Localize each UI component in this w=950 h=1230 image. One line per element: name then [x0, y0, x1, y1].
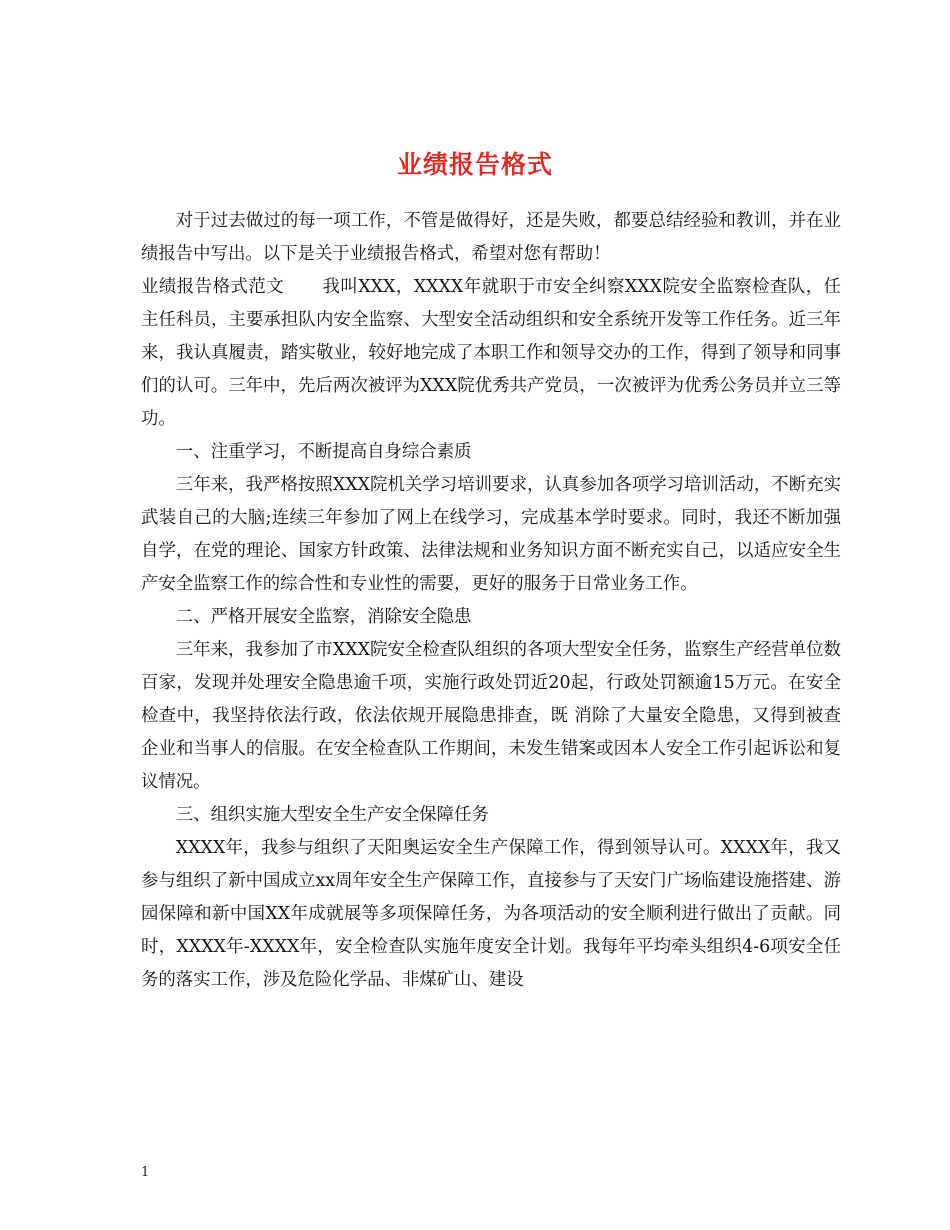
sample-text: 我叫XXX，XXXX年就职于市安全纠察XXX院安全监察检查队，任主任科员，主要承担队内安全监察、大型安全活动组织和安全系统开发等工作任务。近三年来，我认真履责，踏实敬业，较好地完成了本职工作和领导交办的工作，得到了领导和同事们的认可。三年中，先后两次被评为XXX院优秀共产党员，一次被评为优秀公务员并立三等功。: [141, 277, 841, 429]
section-2-paragraph: 三年来，我参加了市XXX院安全检查队组织的各项大型安全任务，监察生产经营单位数百家，发现并处理安全隐患逾千项，实施行政处罚近20起，行政处罚额逾15万元。在安全检查中，我坚持依法行政，依法依规开展隐患排查，既 消除了大量安全隐患，又得到被查企业和当事人的信服。在安全检查队工作期间，未发生错案或因本人安全工作引起诉讼和复议情况。: [141, 640, 841, 792]
section-3-paragraph: XXXX年，我参与组织了天阳奥运安全生产保障工作，得到领导认可。XXXX年，我又参与组织了新中国成立xx周年安全生产保障工作，直接参与了天安门广场临建设施搭建、游园保障和新中国XX年成就展等多项保障任务，为各项活动的安全顺利进行做出了贡献。同时，XXXX年-XXXX年，安全检查队实施年度安全计划。我每年平均牵头组织4-6项安全任务的落实工作，涉及危险化学品、非煤矿山、建设: [141, 838, 841, 990]
section-heading-3: 三、组织实施大型安全生产安全保障任务: [175, 805, 489, 825]
document-title: 业绩报告格式: [396, 149, 553, 179]
sample-paragraph: [141, 271, 841, 436]
section-heading-1: 一、注重学习，不断提高自身综合素质: [175, 442, 472, 462]
sample-label: 业绩报告格式范文: [141, 277, 285, 297]
document-body: [141, 205, 841, 997]
section-1-paragraph: 三年来，我严格按照XXX院机关学习培训要求，认真参加各项学习培训活动，不断充实武装自己的大脑;连续三年参加了网上在线学习，完成基本学时要求。同时，我还不断加强自学，在党的理论、国家方针政策、法律法规和业务知识方面不断充实自己，以适应安全生产安全监察工作的综合性和专业性的需要，更好的服务于日常业务工作。: [141, 475, 841, 594]
page-number: 1: [141, 1165, 150, 1180]
section-heading-2: 二、严格开展安全监察，消除安全隐患: [175, 607, 472, 627]
intro-paragraph: 对于过去做过的每一项工作，不管是做得好，还是失败，都要总结经验和教训，并在业绩报告中写出。以下是关于业绩报告格式，希望对您有帮助！: [141, 211, 841, 264]
